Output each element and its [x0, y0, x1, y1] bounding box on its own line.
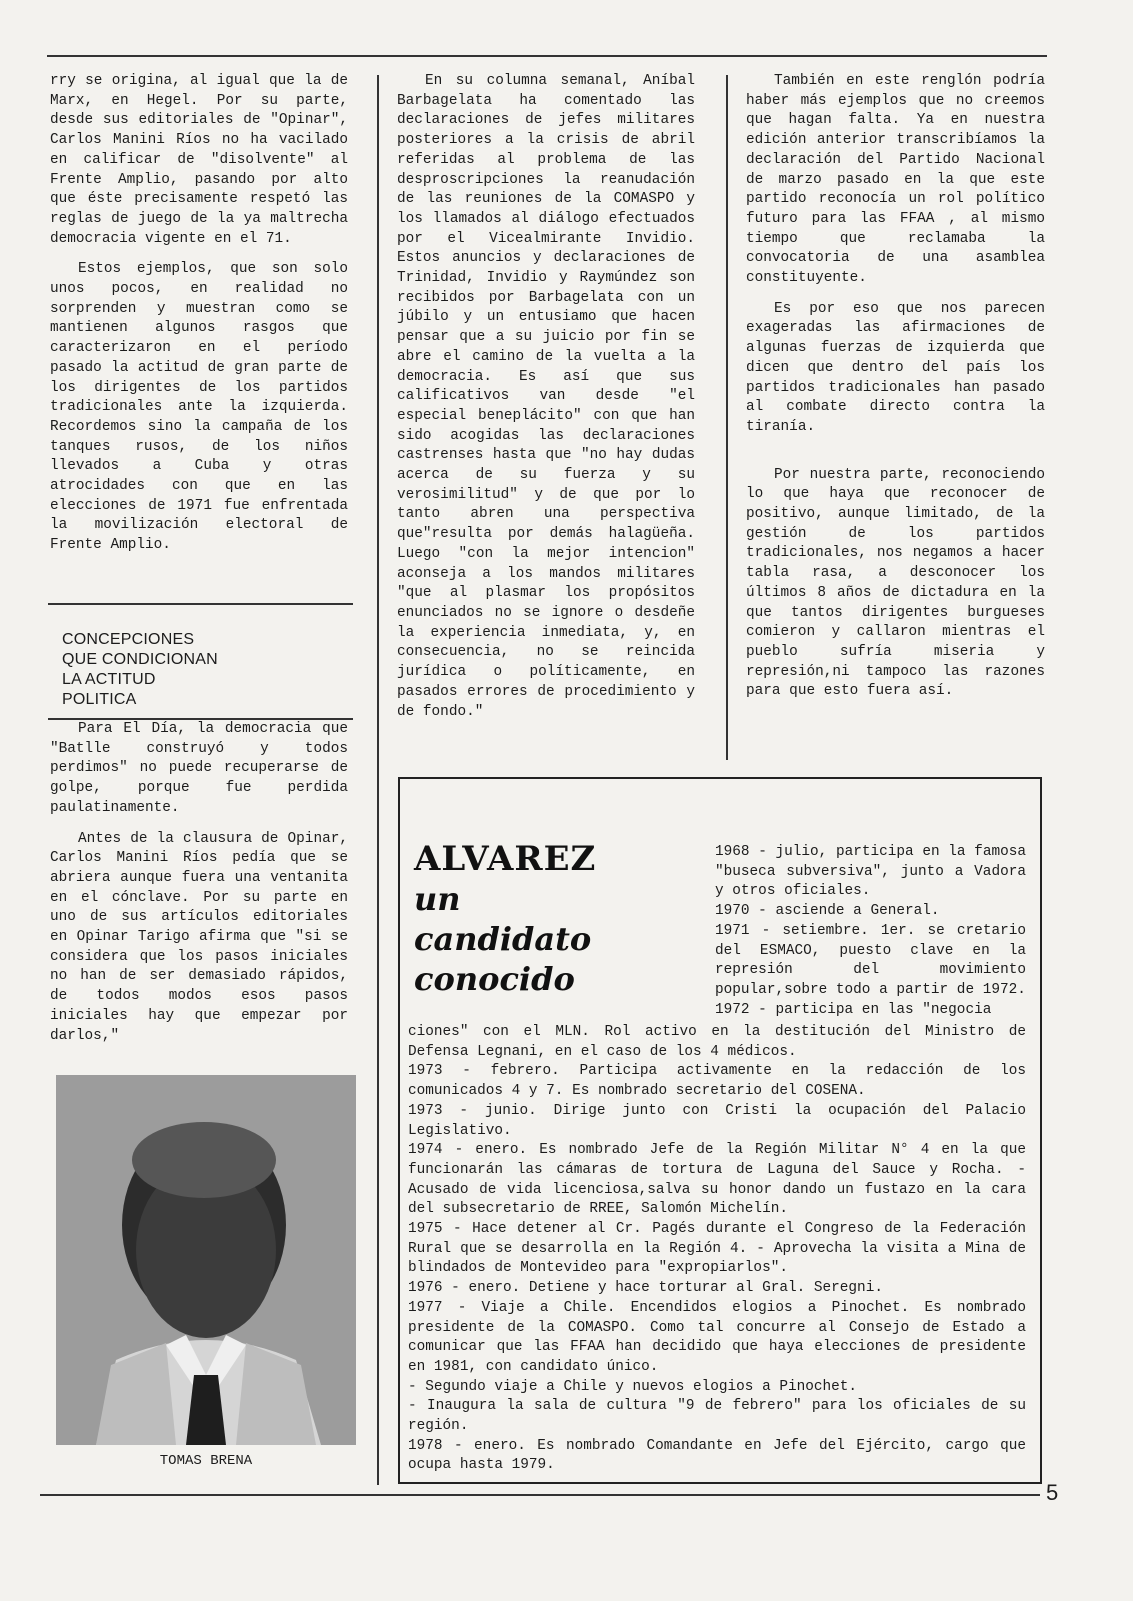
timeline-entry: 1973 - febrero. Participa activamente en la redacción de los comunicados 4 y 7. Es nombrado secretario del COSENA.: [408, 1063, 1026, 1100]
column-2: [397, 72, 695, 733]
timeline-entry: 1971 - setiembre. 1er. se cretario del ESMACO, puesto clave en la represión del movimiento popular,sobre todo a partir de 1972.: [715, 922, 1026, 998]
paragraph: Por nuestra parte, reconociendo lo que haya que reconocer de positivo, aunque limitado, de la gestión de los partidos tradicionales, nos negamos a hacer tabla rasa, a desconocer los últimos 8 años de dictadura en la que tantos dirigentes burgueses comieron y callaron mientras el pueblo sufría miseria y represión,ni tampoco las razones para que esto fuera así.: [746, 466, 1045, 700]
paragraph: Antes de la clausura de Opinar, Carlos Manini Ríos pedía que se abriera aunque fuera una ventanita en el cónclave. Por su parte en uno de sus artículos editoriales en Opinar Tarigo afirma que "si se considera que los pasos iniciales no han de ser demasiado rápidos, de todos modos esos pasos iniciales hay que empezar por darlos,": [50, 830, 348, 1044]
box-title-line: candidato: [414, 920, 592, 958]
timeline-entry: 1970 - asciende a General.: [715, 903, 940, 920]
portrait-image: [56, 1075, 356, 1445]
timeline-entry: ciones" con el MLN. Rol activo en la destitución del Ministro de Defensa Legnani, en el caso de los 4 médicos.: [408, 1024, 1026, 1060]
paragraph: En su columna semanal, Aníbal Barbagelata ha comentado las declaraciones de jefes militares posteriores a la crisis de abril referidas al problema de las desproscripciones la reanudación de las reuniones de la COMASPO y los llamados al diálogo efectuados por el Vicealmirante Invidio. Estos anuncios y declaraciones de Trinidad, Invidio y Raymúndez son recibidos por Barbagelata con un júbilo y un entusiamo que hacen pensar que a su juicio por fin se abre el camino de la vuelta a la democracia. Es así que sus calificativos van desde "el especial beneplácito" con que han sido acogidas las declaraciones castrenses hasta que "no hay dudas acerca de su fuerza y su verosimilitud" y de que por lo tanto abren una perspectiva que"resulta por demás halagüeña. Luego "con la mejor intencion" aconseja a los mandos militares "que al plasmar los propósitos enunciados no se ignore o desdeñe la experiencia inmediata, y, en consecuencia, no se reincida jurídica o políticamente, en pasados errores de procedimiento y de fondo.": [397, 73, 695, 720]
alvarez-box: [398, 777, 1042, 1484]
page-number: 5: [1046, 1480, 1059, 1505]
timeline-entry: 1978 - enero. Es nombrado Comandante en Jefe del Ejército, cargo que ocupa hasta 1979.: [408, 1437, 1026, 1474]
timeline-entry: 1976 - enero. Detiene y hace torturar al Gral. Seregni.: [408, 1280, 883, 1297]
timeline-entry: 1973 - junio. Dirige junto con Cristi la ocupación del Palacio Legislativo.: [408, 1102, 1026, 1139]
heading-line: LA ACTITUD: [62, 671, 156, 688]
heading-line: POLITICA: [62, 691, 137, 708]
top-rule: [47, 55, 1047, 57]
box-title-line: ALVAREZ: [414, 839, 597, 879]
box-title: [414, 839, 694, 999]
timeline-entry: - Segundo viaje a Chile y nuevos elogios a Pinochet.: [408, 1378, 858, 1395]
heading-line: QUE CONDICIONAN: [62, 651, 218, 668]
timeline-entry: 1977 - Viaje a Chile. Encendidos elogios a Pinochet. Es nombrado presidente de la COMASPO. Como tal concurre al Consejo de Estado a comunicar que las FFAA han decidido que haya elecciones de presidente en 1981, con candidato único.: [408, 1299, 1026, 1375]
timeline-top: [715, 843, 1026, 1020]
box-title-line: conocido: [414, 960, 575, 998]
bottom-rule: [40, 1494, 1040, 1496]
timeline-entry: 1975 - Hace detener al Cr. Pagés durante el Congreso de la Federación Rural que se desarrolla en la Región 4. - Aprovecha la visita a Mina de blindados de Montevideo para "expropiarlos".: [408, 1221, 1026, 1277]
column-1: [50, 72, 348, 567]
timeline-entry: 1972 - participa en las "negocia: [715, 1001, 992, 1018]
paragraph: Estos ejemplos, que son solo unos pocos, en realidad no sorprenden y muestran como se mantienen algunos rasgos que caracterizaron en el período pasado la actitud de gran parte de los dirigentes de los partidos tradicionales ante la izquierda. Recordemos sino la campaña de los tanques rusos, de los niños llevados a Cuba y otras atrocidades con que en las elecciones de 1971 fue enfrentada la movilización electoral de Frente Amplio.: [50, 261, 348, 554]
paragraph: Es por eso que nos parecen exageradas las afirmaciones de algunas fuerzas de izquierda que dicen que dentro del país los partidos tradicionales han pasado al combate directo contra la tiranía.: [746, 300, 1045, 435]
photo-caption: TOMAS BRENA: [159, 1453, 253, 1469]
portrait-photo: [56, 1075, 356, 1445]
timeline-entry: 1974 - enero. Es nombrado Jefe de la Región Militar N° 4 en la que funcionarán las cámaras de tortura de Laguna del Sauce y Rocha. - Acusado de vida licenciosa,salva su honor dando un fustazo en la cara del subsecretario de RREE, Salomón Michelín.: [408, 1142, 1026, 1218]
column-divider: [726, 75, 728, 760]
column-3: [746, 72, 1045, 713]
box-title-line: un: [414, 880, 461, 918]
timeline-entry: - Inaugura la sala de cultura "9 de febrero" para los oficiales de su región.: [408, 1398, 1026, 1435]
timeline-bottom: [408, 1023, 1026, 1476]
column-1-continued: [50, 720, 348, 1057]
paragraph: También en este renglón podría haber más ejemplos que no creemos que hagan falta. Ya en nuestra edición anterior transcribíamos la declaración del Partido Nacional de marzo pasado en la que este partido reconocía un rol político futuro para las FFAA , al mismo tiempo que reclamaba la convocatoria de una asamblea constituyente.: [746, 73, 1045, 287]
section-heading: [62, 630, 342, 710]
paragraph: rry se origina, al igual que la de Marx, en Hegel. Por su parte, desde sus editoriales de "Opinar", Carlos Manini Ríos no ha vacilado en calificar de "disolvente" al Frente Amplio, pasando por alto que éste precisamente respetó las reglas de juego de la ya maltrecha democracia vigente en el 71.: [50, 73, 348, 247]
divider: [48, 603, 353, 605]
column-divider: [377, 75, 379, 1485]
timeline-entry: 1968 - julio, participa en la famosa "buseca subversiva", junto a Vadora y otros oficiales.: [715, 844, 1026, 900]
paragraph: Para El Día, la democracia que "Batlle construyó y todos perdimos" no puede recuperarse de golpe, porque fue perdida paulatinamente.: [50, 721, 348, 816]
heading-line: CONCEPCIONES: [62, 631, 195, 648]
